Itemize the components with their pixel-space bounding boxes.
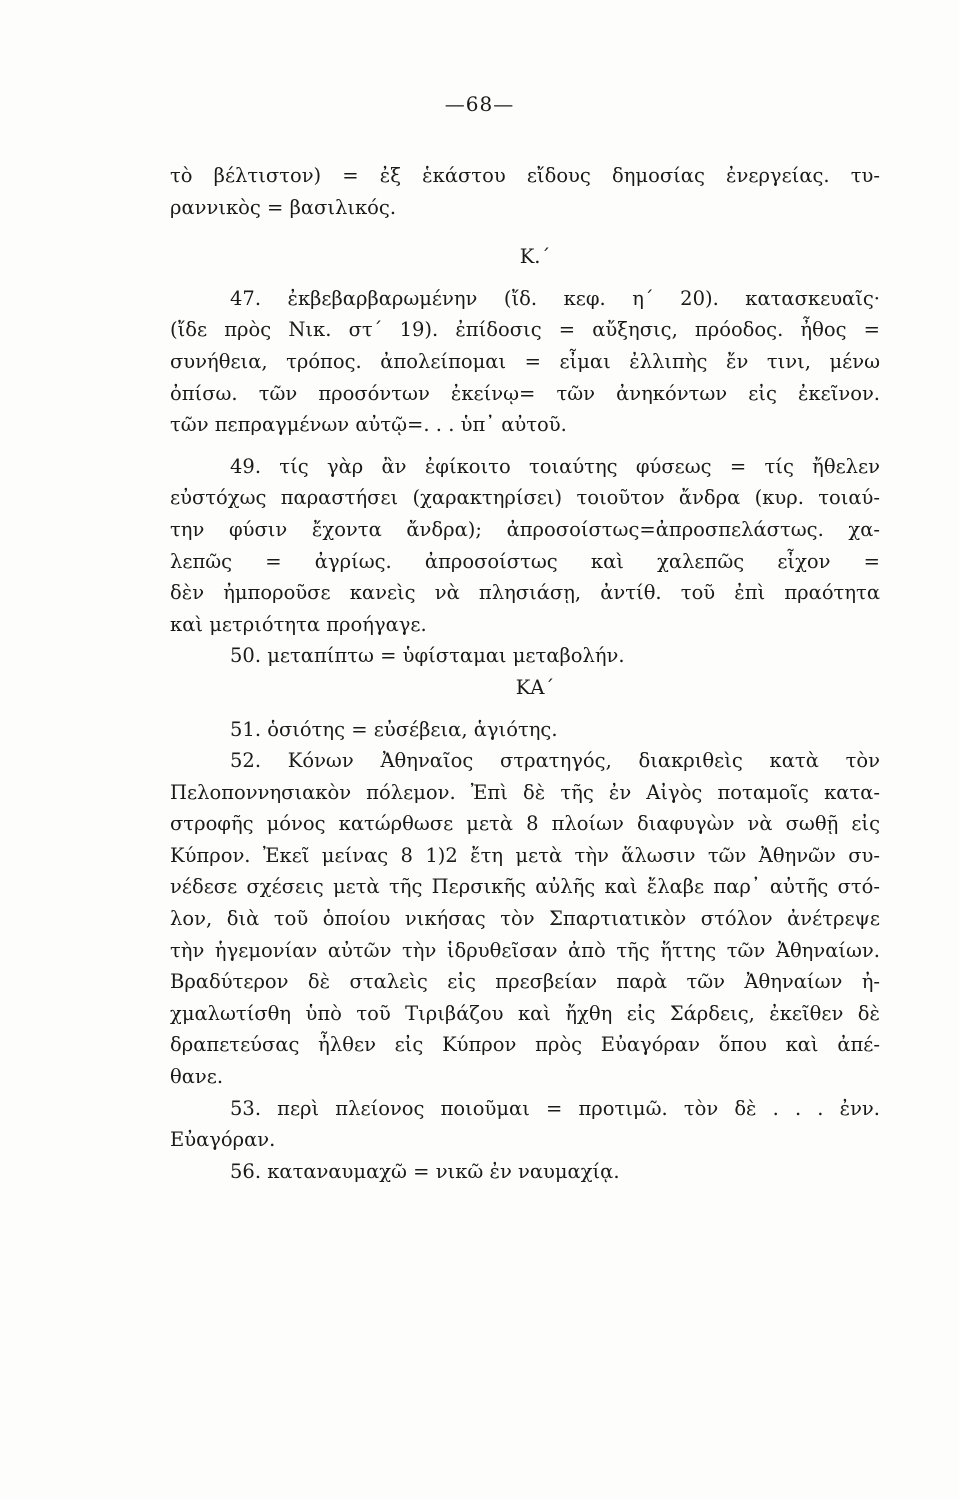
text-line: (ἴδε πρὸς Νικ. στ΄ 19). ἐπίδοσις = αὔξησις, πρόοδος. ἦθος = <box>170 318 880 342</box>
text-line: 52. Κόνων Ἀθηναῖος στρατηγός, διακριθεὶς κατὰ τὸν <box>230 749 880 773</box>
text-line: 56. καταναυμαχῶ = νικῶ ἐν ναυμαχίᾳ. <box>230 1159 620 1183</box>
text-line: νέδεσε σχέσεις μετὰ τῆς Περσικῆς αὐλῆς καὶ ἔλαβε παρ᾽ αὐτῆς στό- <box>170 875 880 899</box>
commentary-text <box>170 160 880 1187</box>
text-line: 51. ὁσιότης = εὐσέβεια, ἁγιότης. <box>230 717 558 741</box>
text-line: θανε. <box>170 1065 224 1089</box>
line-spacer <box>170 441 880 451</box>
text-line: 53. περὶ πλείονος ποιοῦμαι = προτιμῶ. τὸν δὲ . . . ἐνν. <box>230 1096 880 1120</box>
text-line: λον, διὰ τοῦ ὁποίου νικήσας τὸν Σπαρτιατικὸν στόλον ἀνέτρεψε <box>170 907 880 931</box>
line-spacer <box>170 704 880 714</box>
text-line: 50. μεταπίπτω = ὑφίσταμαι μεταβολήν. <box>230 644 625 668</box>
text-line: λεπῶς = ἀγρίως. ἀπροσοίστως καὶ χαλεπῶς εἶχον = <box>170 549 880 573</box>
text-line: τὸ βέλτιστον) = ἐξ ἑκάστου εἴδους δημοσίας ἐνεργείας. τυ- <box>170 164 880 187</box>
text-line: ὀπίσω. τῶν προσόντων ἐκείνῳ= τῶν ἀνηκόντων εἰς ἐκεῖνον. <box>170 381 880 405</box>
text-line: Πελοποννησιακὸν πόλεμον. Ἐπὶ δὲ τῆς ἐν Αἰγὸς ποταμοῖς κατα- <box>170 780 880 804</box>
line-spacer <box>170 223 880 241</box>
text-line: εὐστόχως παραστήσει (χαρακτηρίσει) τοιοῦτον ἄνδρα (κυρ. τοιαύ- <box>170 486 880 510</box>
section-heading: ΚΑ΄ <box>515 675 555 699</box>
page-number: —68— <box>444 92 515 116</box>
text-line: στροφῆς μόνος κατώρθωσε μετὰ 8 πλοίων διαφυγὼν νὰ σωθῇ εἰς <box>170 812 880 836</box>
text-line: 47. ἐκβεβαρβαρωμένην (ἴδ. κεφ. η΄ 20). κατασκευαῖς· <box>230 286 880 310</box>
text-line: Βραδύτερον δὲ σταλεὶς εἰς πρεσβείαν παρὰ τῶν Ἀθηναίων ἠ- <box>170 970 880 994</box>
text-line: τῶν πεπραγμένων αὐτῷ=. . . ὑπ᾽ αὐτοῦ. <box>170 413 567 437</box>
text-line: δὲν ἠμποροῦσε κανεὶς νὰ πλησιάσῃ, ἀντίθ. τοῦ ἐπὶ πραότητα <box>170 581 880 605</box>
text-line: ραννικὸς = βασιλικός. <box>170 195 397 219</box>
section-heading: Κ.΄ <box>519 245 551 269</box>
text-line: την φύσιν ἔχοντα ἄνδρα); ἀπροσοίστως=ἀπροσπελάστως. χα- <box>170 517 880 541</box>
text-line: Εὐαγόραν. <box>170 1128 276 1152</box>
text-line: καὶ μετριότητα προήγαγε. <box>170 612 427 636</box>
text-line: τὴν ἡγεμονίαν αὐτῶν τὴν ἱδρυθεῖσαν ἀπὸ τῆς ἥττης τῶν Ἀθηναίων. <box>170 938 880 962</box>
text-line: Κύπρον. Ἐκεῖ μείνας 8 1)2 ἔτη μετὰ τὴν ἅλωσιν τῶν Ἀθηνῶν συ- <box>170 843 880 867</box>
text-line: 49. τίς γὰρ ἂν ἐφίκοιτο τοιαύτης φύσεως = τίς ἤθελεν <box>230 454 880 478</box>
text-line: δραπετεύσας ἦλθεν εἰς Κύπρον πρὸς Εὐαγόραν ὅπου καὶ ἀπέ- <box>170 1033 880 1057</box>
text-line: συνήθεια, τρόπος. ἀπολείπομαι = εἶμαι ἐλλιπὴς ἔν τινι, μένω <box>170 349 880 373</box>
line-spacer <box>170 273 880 283</box>
text-line: χμαλωτίσθη ὑπὸ τοῦ Τιριβάζου καὶ ἤχθη εἰς Σάρδεις, ἐκεῖθεν δὲ <box>170 1001 880 1025</box>
